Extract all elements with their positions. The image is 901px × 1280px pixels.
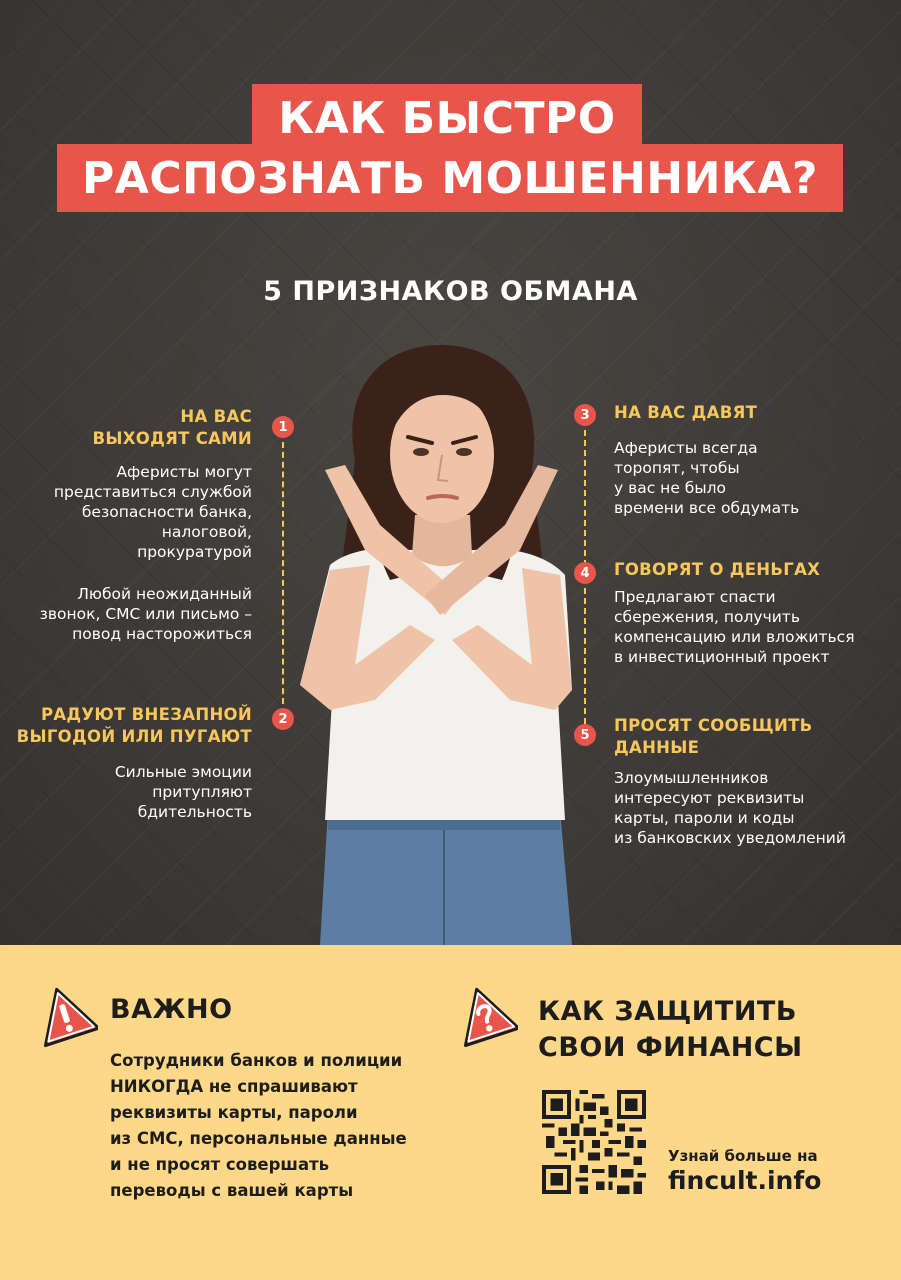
- sign-3-heading: НА ВАС ДАВЯТ: [614, 403, 758, 422]
- sign-3-text: Аферисты всегда торопят, чтобы у вас не было времени все обдумать: [614, 439, 800, 517]
- important-heading: ВАЖНО: [110, 994, 233, 1025]
- title-line-1: КАК БЫСТРО: [252, 84, 642, 152]
- sign-5-number-badge: 5: [574, 724, 596, 746]
- sign-4-heading: ГОВОРЯТ О ДЕНЬГАХ: [614, 560, 821, 579]
- sign-4-number-badge: 4: [574, 562, 596, 584]
- sign-3-number-badge: 3: [574, 404, 596, 426]
- site-link[interactable]: fincult.info: [668, 1166, 822, 1195]
- sign-4-text: Предлагают спасти сбережения, получить компенсацию или вложиться в инвестиционный проект: [614, 588, 855, 666]
- sign-1-number-badge: 1: [272, 416, 294, 438]
- sign-2-text: Сильные эмоции притупляют бдительность: [114, 763, 252, 821]
- important-text: Сотрудники банков и полиции НИКОГДА не спрашивают реквизиты карты, пароли из СМС, персональные данные и не просят совершать переводы с вашей карты: [110, 1051, 407, 1200]
- sign-2-number-badge: 2: [272, 708, 294, 730]
- subtitle: 5 ПРИЗНАКОВ ОБМАНА: [263, 276, 638, 307]
- sign-1-note: Любой неожиданный звонок, СМС или письмо – повод насторожиться: [39, 585, 252, 643]
- sign-3-connector-line: [584, 430, 586, 566]
- qr-code[interactable]: [542, 1090, 646, 1194]
- sign-5-text: Злоумышленников интересуют реквизиты карты, пароли и коды из банковских уведомлений: [614, 769, 846, 847]
- warning-question-icon: [452, 982, 518, 1048]
- woman-crossed-arms-photo: [260, 340, 620, 945]
- warning-exclamation-icon: [32, 982, 98, 1048]
- learn-more-label: Узнай больше на: [668, 1147, 818, 1165]
- title-line-2: РАСПОЗНАТЬ МОШЕННИКА?: [57, 144, 843, 212]
- sign-1-heading: НА ВАС ВЫХОДЯТ САМИ: [92, 407, 252, 448]
- protect-heading: КАК ЗАЩИТИТЬ СВОИ ФИНАНСЫ: [538, 996, 803, 1063]
- sign-4-connector-line: [584, 588, 586, 724]
- sign-1-connector-line: [282, 442, 284, 704]
- sign-2-heading: РАДУЮТ ВНЕЗАПНОЙ ВЫГОДОЙ ИЛИ ПУГАЮТ: [16, 705, 252, 746]
- sign-1-text: Аферисты могут представиться службой безопасности банка, налоговой, прокуратурой: [53, 463, 252, 561]
- sign-5-heading: ПРОСЯТ СООБЩИТЬ ДАННЫЕ: [614, 716, 813, 757]
